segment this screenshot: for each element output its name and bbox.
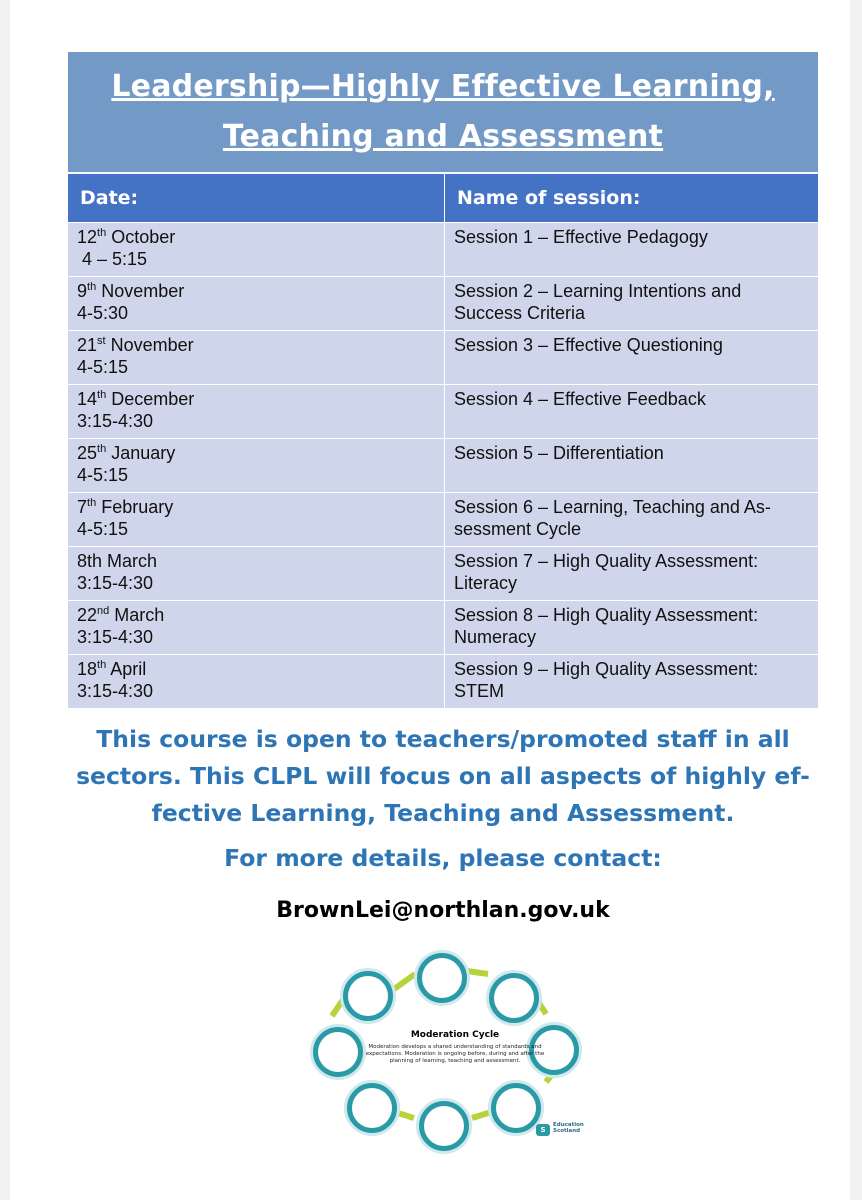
flyer [67,51,819,923]
date-month: March [109,605,165,625]
date-cell [68,655,445,709]
date-day: 22 [77,605,98,625]
session-name-cell: Session 1 – Effective Pedagogy [445,223,819,277]
session-name-cell: Session 8 – High Quality Assessment: Numeracy [445,601,819,655]
course-description [67,721,819,832]
cycle-node [344,1080,400,1136]
date-suffix: th [97,227,107,239]
date-day: 12 [77,227,98,247]
session-time: 4-5:15 [77,465,129,485]
page [10,0,850,1200]
session-time: 3:15-4:30 [77,411,154,431]
session-time: 4 – 5:15 [77,249,148,269]
date-suffix: nd [97,605,110,617]
table-row [68,439,819,493]
contact-heading: For more details, please contact: [224,844,662,872]
session-time: 4-5:30 [77,303,129,323]
session-name-cell: Session 2 – Learning Intentions and Success Criteria [445,277,819,331]
date-suffix: th [97,659,107,671]
date-cell [68,493,445,547]
session-time: 4-5:15 [77,357,129,377]
description-line-2: sectors. This CLPL will focus on all aspects of highly ef- [76,762,810,790]
title-line-2: Teaching and Assessment [222,119,664,154]
date-month: October [106,227,176,247]
date-cell [68,439,445,493]
session-time: 3:15-4:30 [77,681,154,701]
table-row [68,547,819,601]
date-cell [68,223,445,277]
cycle-node [414,950,470,1006]
date-month: January [106,443,176,463]
cycle-description: Moderation develops a shared understanding of standards and expectations. Moderation is ongoing before, during and after the planning of learning, teaching and assessment. [365,1044,545,1064]
date-suffix: th [97,443,107,455]
session-name-cell: Session 6 – Learning, Teaching and As-sessment Cycle [445,493,819,547]
cycle-title: Moderation Cycle [410,1030,500,1040]
session-name-cell: Session 5 – Differentiation [445,439,819,493]
session-time: 4-5:15 [77,519,129,539]
title-line-1: Leadership—Highly Effective Learning, [111,69,775,104]
date-day: 18 [77,659,98,679]
title-banner [67,51,819,173]
date-cell [68,277,445,331]
session-name-cell: Session 9 – High Quality Assessment: STEM [445,655,819,709]
date-suffix: st [97,335,106,347]
table-row [68,277,819,331]
session-name-cell: Session 4 – Effective Feedback [445,385,819,439]
date-month: November [96,281,185,301]
date-day: 25 [77,443,98,463]
date-month: April [106,659,147,679]
session-time: 3:15-4:30 [77,627,154,647]
date-cell [68,547,445,601]
date-day: 14 [77,389,98,409]
cycle-node [486,970,542,1026]
date-day: 7 [77,497,88,517]
table-row [68,331,819,385]
cycle-node [416,1098,472,1154]
table-row [68,223,819,277]
date-cell [68,385,445,439]
description-line-1: This course is open to teachers/promoted staff in all [96,725,790,753]
date-month: December [106,389,195,409]
session-rows [68,223,819,709]
table-row [68,601,819,655]
table-header-row [68,174,819,223]
date-day: 21 [77,335,98,355]
date-column-header: Date: [68,174,445,223]
date-suffix: th [97,389,107,401]
session-name-cell: Session 3 – Effective Questioning [445,331,819,385]
date-cell [68,331,445,385]
education-scotland-logo-text: Education Scotland [553,1122,584,1134]
description-line-3: fective Learning, Teaching and Assessment. [151,799,735,827]
table-row [68,655,819,709]
education-scotland-logo-icon: S [536,1124,550,1136]
session-time: 3:15-4:30 [77,573,154,593]
cycle-node [340,968,396,1024]
session-table [67,173,819,709]
table-row [68,385,819,439]
moderation-cycle-diagram [310,952,600,1136]
contact-email: BrownLei@northlan.gov.uk [276,898,610,923]
date-day: 9 [77,281,88,301]
date-suffix: th [87,497,97,509]
date-cell [68,601,445,655]
date-month: February [96,497,174,517]
table-row [68,493,819,547]
date-day: 8th March [77,551,158,571]
session-column-header: Name of session: [445,174,819,223]
date-month: November [105,335,194,355]
session-name-cell: Session 7 – High Quality Assessment: Literacy [445,547,819,601]
date-suffix: th [87,281,97,293]
